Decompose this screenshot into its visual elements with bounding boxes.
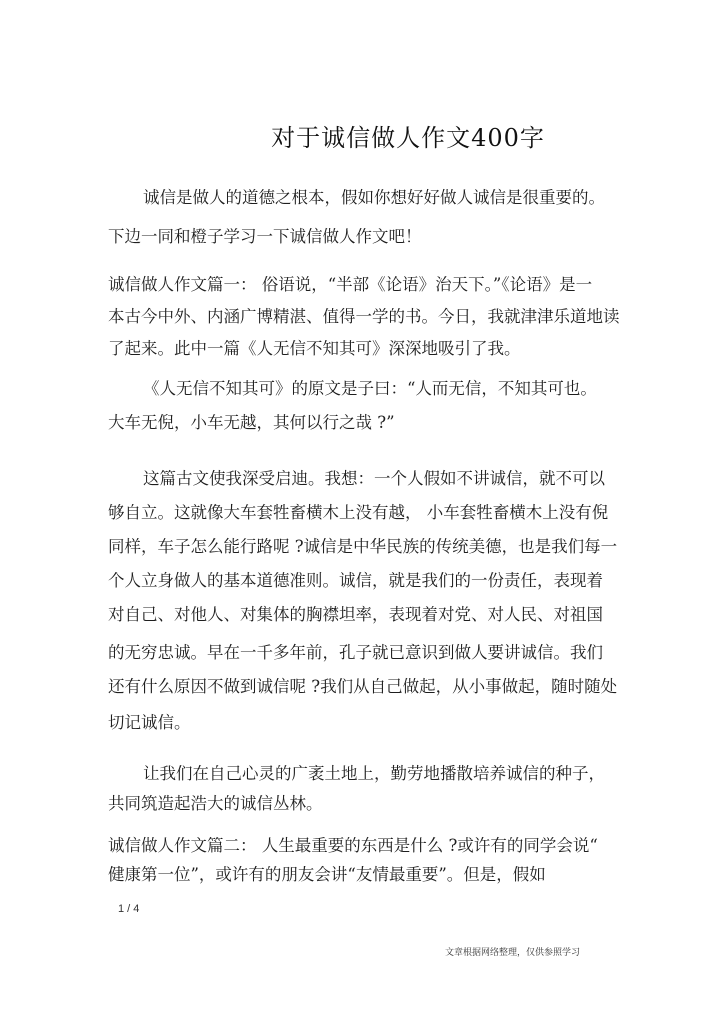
text-line: 诚信做人作文篇二： 人生最重要的东西是什么 ?或许有的同学会说“ — [108, 836, 598, 855]
text-line: 个人立身做人的基本道德准则。诚信，就是我们的一份责任，表现着 — [108, 571, 603, 590]
text-line: 诚信做人作文篇一： 俗语说，“半部《论语》治天下。”《论语》是一 — [108, 275, 593, 294]
text-line: 诚信是做人的道德之根本，假如你想好好做人诚信是很重要的。 — [143, 188, 605, 207]
text-line: 切记诚信。 — [108, 713, 191, 732]
footer-note: 文章根据网络整理，仅供参照学习 — [445, 948, 581, 958]
text-line: 健康第一位”，或许有的朋友会讲“友情最重要”。但是，假如 — [108, 865, 546, 884]
text-line: 共同筑造起浩大的诚信丛林。 — [108, 794, 323, 813]
text-line: 了起来。此中一篇《人无信不知其可》深深地吸引了我。 — [108, 339, 521, 358]
text-line: 同样，车子怎么能行路呢 ?诚信是中华民族的传统美德，也是我们每一 — [108, 537, 618, 556]
page-number: 1 / 4 — [118, 903, 140, 915]
document-title: 对于诚信做人作文400字 — [271, 124, 545, 152]
text-line: 大车无倪，小车无越，其何以行之哉 ?” — [108, 413, 395, 432]
text-line: 下边一同和橙子学习一下诚信做人作文吧！ — [108, 227, 422, 246]
text-line: 对自己、对他人、对集体的胸襟坦率，表现着对党、对人民、对祖国 — [108, 605, 603, 624]
text-line: 让我们在自己心灵的广袤土地上，勤劳地播散培养诚信的种子， — [143, 764, 605, 783]
text-line: 《人无信不知其可》的原文是子曰：“人而无信，不知其可也。 — [143, 379, 597, 398]
text-line: 本古今中外、内涵广博精湛、值得一学的书。今日，我就津津乐道地读 — [108, 307, 620, 326]
text-line: 够自立。这就像大车套牲畜横木上没有越， 小车套牲畜横木上没有倪 — [108, 503, 609, 522]
text-line: 这篇古文使我深受启迪。我想：一个人假如不讲诚信，就不可以 — [143, 469, 605, 488]
text-line: 还有什么原因不做到诚信呢 ?我们从自己做起，从小事做起，随时随处 — [108, 677, 618, 696]
text-line: 的无穷忠诚。早在一千多年前，孔子就已意识到做人要讲诚信。我们 — [108, 643, 603, 662]
